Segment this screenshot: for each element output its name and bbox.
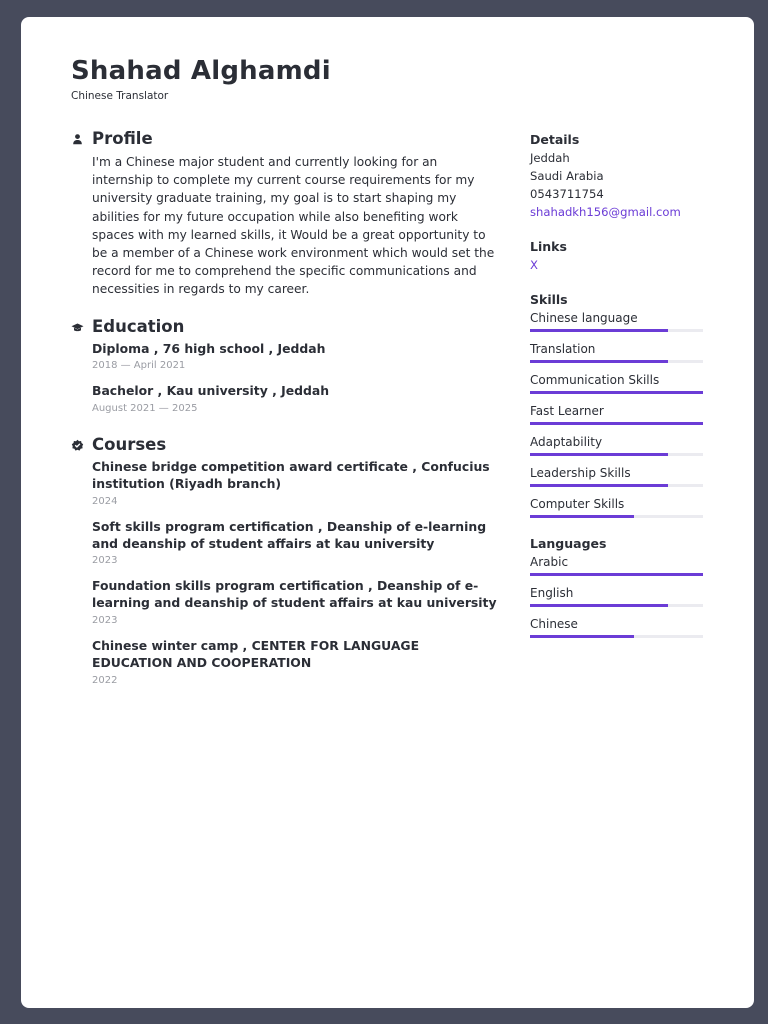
- certificate-badge-icon: [71, 439, 84, 452]
- details-city: Jeddah: [530, 151, 570, 165]
- resume-page: [21, 17, 754, 1008]
- course-entry: [92, 519, 501, 570]
- skill-item-label: Translation: [530, 342, 596, 356]
- profile-title: Profile: [92, 129, 153, 148]
- main-column: [71, 129, 501, 707]
- education-entry-date: 2018 — April 2021: [92, 360, 186, 372]
- skill-item-level-fill: [530, 391, 703, 394]
- skills-block: [530, 291, 703, 518]
- language-item: [530, 553, 703, 576]
- course-entry-title: Chinese winter camp , CENTER FOR LANGUAGE EDUCATION AND COOPERATION: [92, 638, 420, 670]
- courses-heading: [71, 435, 501, 457]
- email-link[interactable]: shahadkh156@gmail.com: [530, 205, 681, 219]
- skill-item-label: Adaptability: [530, 435, 603, 449]
- person-icon: [71, 133, 84, 146]
- education-entry-date: August 2021 — 2025: [92, 403, 198, 415]
- education-title: Education: [92, 316, 185, 336]
- language-item-level-track: [530, 573, 703, 576]
- course-entry-title: Soft skills program certification , Deanship of e-learning and deanship of student affairs at kau university: [92, 518, 487, 551]
- skill-item-level-track: [530, 515, 703, 518]
- profile-summary: I'm a Chinese major student and currently looking for an internship to complete my current course requirements for my university graduate training, my goal is to start shaping my abilities for my future occupation while also benefiting work spaces with my learned skills, it Would be a great opportunity to be a member of a Chinese work environment which would set the record for me to comprehend the specific communications and necessities in regards to my career.: [92, 155, 495, 297]
- skill-item-level-fill: [530, 360, 668, 363]
- skill-item-level-fill: [530, 453, 668, 456]
- courses-title: Courses: [92, 435, 167, 455]
- skill-item: [530, 433, 703, 456]
- skill-item-level-fill: [530, 515, 634, 518]
- language-item-level-fill: [530, 604, 668, 607]
- skill-item: [530, 464, 703, 487]
- language-item-level-fill: [530, 573, 703, 576]
- skill-item: [530, 371, 703, 394]
- skill-item: [530, 495, 703, 518]
- course-entry-date: 2023: [92, 555, 118, 567]
- skill-item-level-fill: [530, 422, 703, 425]
- job-title: Chinese Translator: [71, 90, 169, 102]
- skill-item-level-track: [530, 391, 703, 394]
- language-item-level-track: [530, 604, 703, 607]
- course-entry-date: 2022: [92, 674, 118, 686]
- course-entry: [92, 459, 501, 510]
- skill-item-level-fill: [530, 329, 668, 332]
- language-item: [530, 615, 703, 638]
- skill-item-label: Fast Learner: [530, 404, 604, 418]
- skill-item-level-track: [530, 484, 703, 487]
- skill-item-level-fill: [530, 484, 668, 487]
- skill-item: [530, 402, 703, 425]
- course-entry-date: 2023: [92, 615, 118, 626]
- course-entry-title: Foundation skills program certification , Deanship of e-learning and deanship of student affairs at kau university: [92, 578, 497, 611]
- education-section: [71, 317, 501, 418]
- skills-title: Skills: [530, 292, 568, 307]
- languages-title: Languages: [530, 536, 607, 551]
- skills-list: [530, 309, 703, 518]
- profile-section: [71, 129, 501, 299]
- languages-block: [530, 535, 703, 638]
- skill-item: [530, 340, 703, 363]
- skill-item-label: Chinese language: [530, 311, 638, 325]
- skill-item-level-track: [530, 329, 703, 332]
- links-title: Links: [530, 239, 567, 254]
- skill-item-level-track: [530, 360, 703, 363]
- details-phone: 0543711754: [530, 187, 604, 201]
- sidebar: [530, 131, 703, 655]
- x-profile-link[interactable]: X: [530, 258, 538, 272]
- skill-item: [530, 309, 703, 332]
- skill-item-level-track: [530, 453, 703, 456]
- skill-item-label: Leadership Skills: [530, 466, 631, 480]
- language-item-label: Arabic: [530, 555, 569, 569]
- education-entry: [92, 383, 501, 417]
- language-item-label: English: [530, 586, 574, 600]
- education-entry: [92, 341, 501, 375]
- skill-item-level-track: [530, 422, 703, 425]
- education-heading: [71, 317, 501, 339]
- courses-section: [71, 435, 501, 688]
- skill-item-label: Communication Skills: [530, 373, 660, 387]
- details-block: [530, 131, 703, 221]
- course-entry-title: Chinese bridge competition award certificate , Confucius institution (Riyadh branch): [92, 459, 490, 492]
- graduation-cap-icon: [71, 321, 84, 334]
- links-block: [530, 238, 703, 274]
- details-title: Details: [530, 132, 580, 147]
- language-item: [530, 584, 703, 607]
- candidate-name: Shahad Alghamdi: [71, 56, 331, 86]
- course-entry: [92, 638, 501, 689]
- language-item-label: Chinese: [530, 617, 578, 631]
- profile-heading: [71, 129, 501, 151]
- language-item-level-track: [530, 635, 703, 638]
- course-entry: [92, 578, 501, 629]
- education-entry-title: Bachelor , Kau university , Jeddah: [92, 383, 330, 399]
- skill-item-label: Computer Skills: [530, 497, 625, 511]
- course-entry-date: 2024: [92, 495, 118, 507]
- details-country: Saudi Arabia: [530, 169, 604, 183]
- languages-list: [530, 553, 703, 638]
- education-entry-title: Diploma , 76 high school , Jeddah: [92, 340, 326, 356]
- language-item-level-fill: [530, 635, 634, 638]
